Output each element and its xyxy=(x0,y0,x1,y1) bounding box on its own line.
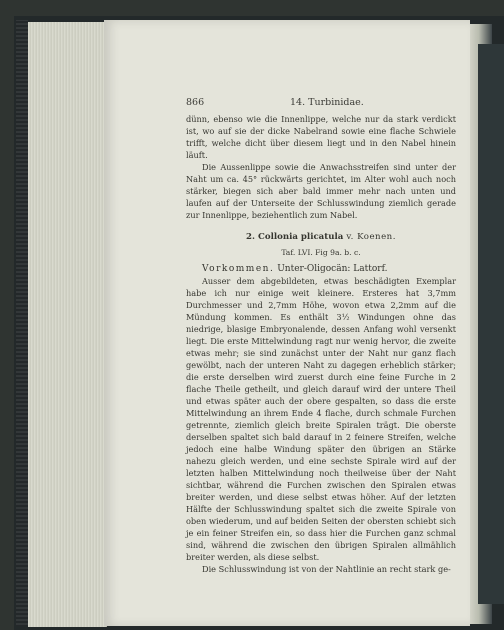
occurrence-line xyxy=(186,263,456,275)
species-author: v. Koenen. xyxy=(346,232,396,242)
page-number: 866 xyxy=(186,97,205,108)
page-stack-edge xyxy=(28,22,107,627)
book-binding xyxy=(16,20,28,626)
paragraph-aussenlippe: Die Aussenlippe sowie die Anwachsstreifen sind unter der Naht um ca. 45° rückwärts gerichtet, im Alter wohl auch noch stärker, biegen sich aber bald immer mehr nach unten und laufen auf der Unterseite der Schlusswindung ziemlich gerade zur Innenlippe, beziehentlich zum Nabel. xyxy=(186,162,456,220)
chapter-title: 14. Turbinidae. xyxy=(290,97,364,108)
occurrence-text: Unter-Oligocän: Lattorf. xyxy=(277,264,388,274)
paragraph-continued: dünn, ebenso wie die Innenlippe, welche nur da stark verdickt ist, wo auf sie der dicke Nabelrand sowie eine flache Schwiele trifft, welche dicht über diesem liegt und in den Nabel hinein läuft. xyxy=(186,114,456,160)
page-body xyxy=(186,113,456,575)
species-heading xyxy=(186,231,456,243)
right-cover-edge xyxy=(478,44,504,604)
paragraph-description: Ausser dem abgebildeten, etwas beschädigten Exemplar habe ich nur einige weit kleinere. Ersteres hat 3,7mm Durchmesser und 2,7mm Höhe, wovon etwa 2,2mm auf die Mündung kommen. Es enthält 3½ Windungen ohne das niedrige, blasige Embryonalende, dessen Anfang wohl versenkt liegt. Die erste Mittelwindung ragt nur wenig hervor, die zweite etwas mehr; sie sind zunächst unter der Naht nur ganz flach gewölbt, nach der unteren Naht zu dagegen erheblich stärker; die erste derselben wird zuerst durch eine feine Furche in 2 flache Theile getheilt, und gleich darauf wird der untere Theil und etwas später auch der obere gespalten, so dass die erste Mittelwindung an ihrem Ende 4 flache, durch schmale Furchen getrennte, ziemlich gleich breite Spiralen trägt. Die oberste derselben spaltet sich bald darauf in 2 feinere Streifen, welche jedoch eine halbe Windung später den übrigen an Stärke nahezu gleich werden, und eine sechste Spirale wird auf der letzten halben Mittelwindung noch theilweise über der Naht sichtbar, während die Furchen zwischen den Spiralen etwas breiter werden, und diese selbst etwas höher. Auf der letzten Hälfte der Schlusswindung spaltet sich die zweite Spirale von oben wiederum, und auf beiden Seiten der obersten schiebt sich je ein feiner Streifen ein, so dass hier die Furchen ganz schmal sind, während die zwischen den übrigen Spiralen allmählich breiter werden, als diese selbst. xyxy=(186,276,456,562)
paragraph-final: Die Schlusswindung ist von der Nahtlinie an recht stark ge- xyxy=(202,564,451,574)
plate-reference: Taf. LVI. Fig 9a. b. c. xyxy=(281,248,361,257)
page-header xyxy=(186,97,456,111)
species-name: 2. Collonia plicatula xyxy=(246,232,344,242)
occurrence-label: Vorkommen. xyxy=(202,264,275,274)
